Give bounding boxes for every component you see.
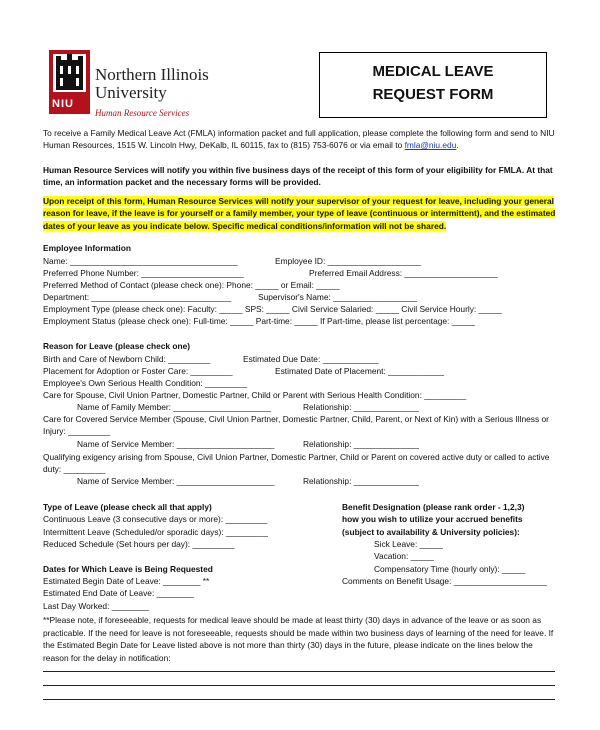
highlighted-notice: Upon receipt of this form, Human Resource Services will notify your supervisor of your request for leave, including your general reason for leave, if the leave is for yourself or a family member, your type of leave (continuous or intermittent), and the estimated dates of your leave as you indicate below. Specific medical conditions/information will not be shared. bbox=[43, 196, 556, 231]
own-condition-field[interactable]: Employee's Own Serious Health Condition: _________ bbox=[43, 378, 248, 388]
end-date-field[interactable]: Estimated End Date of Leave: ________ bbox=[43, 588, 194, 598]
relationship-field-1[interactable]: Relationship: ______________ bbox=[303, 402, 419, 412]
supervisor-field[interactable]: Supervisor's Name: __________________ bbox=[258, 292, 417, 302]
benefit-heading-1: Benefit Designation (please rank order - 1,2,3) bbox=[342, 502, 525, 512]
service-member-name-field[interactable]: Name of Service Member: _____________________ bbox=[77, 439, 275, 449]
employee-info-heading: Employee Information bbox=[43, 243, 131, 253]
placement-date-field[interactable]: Estimated Date of Placement: ____________ bbox=[275, 366, 445, 376]
logo-university-line1: Northern Illinois bbox=[95, 65, 209, 84]
employee-id-field[interactable]: Employee ID: ____________________ bbox=[275, 256, 421, 266]
leave-type-heading: Type of Leave (please check all that apply) bbox=[43, 502, 212, 512]
birth-field[interactable]: Birth and Care of Newborn Child: _________ bbox=[43, 354, 211, 364]
benefit-heading-3: (subject to availability & University policies): bbox=[342, 527, 520, 537]
employment-type-field[interactable]: Employment Type (please check one): Faculty: _____ SPS: _____ Civil Service Salaried: _____ Civil Service Hourly: _____ bbox=[43, 304, 502, 314]
service-member-name-field-2[interactable]: Name of Service Member: _____________________ bbox=[77, 476, 275, 486]
injury-field[interactable]: Injury: _________ bbox=[43, 426, 111, 436]
phone-field[interactable]: Preferred Phone Number: ______________________ bbox=[43, 268, 244, 278]
intro-paragraph bbox=[43, 127, 558, 152]
reduced-schedule-field[interactable]: Reduced Schedule (Set hours per day): _________ bbox=[43, 539, 235, 549]
benefit-comments-field[interactable]: Comments on Benefit Usage: ____________________ bbox=[342, 576, 547, 586]
delay-reason-line-2[interactable] bbox=[43, 685, 555, 686]
benefit-heading-2: how you wish to utilize your accrued benefits bbox=[342, 514, 523, 524]
delay-reason-line-3[interactable] bbox=[43, 699, 555, 700]
reason-heading: Reason for Leave (please check one) bbox=[43, 341, 191, 351]
supervisor-notice bbox=[43, 195, 558, 232]
relationship-field-3[interactable]: Relationship: ______________ bbox=[303, 476, 419, 486]
delay-reason-line-1[interactable] bbox=[43, 671, 555, 672]
active-duty-field[interactable]: duty: _________ bbox=[43, 464, 106, 474]
logo-university-line2: University bbox=[95, 83, 167, 102]
notice-paragraph: Human Resource Services will notify you within five business days of the receipt of this form of your eligibility for FMLA. At that time, an information packet and the necessary forms will be provided. bbox=[43, 165, 553, 188]
logo-badge: NIU bbox=[52, 98, 74, 110]
name-field[interactable]: Name: ____________________________________ bbox=[43, 256, 238, 266]
family-member-name-field[interactable]: Name of Family Member: _____________________ bbox=[77, 402, 272, 412]
fmla-email-link[interactable]: fmla@niu.edu bbox=[404, 140, 457, 151]
intermittent-leave-field[interactable]: Intermittent Leave (Scheduled/or sporadic days): _________ bbox=[43, 527, 268, 537]
form-title-line2: REQUEST FORM bbox=[372, 86, 494, 103]
logo-department: Human Resource Services bbox=[95, 108, 190, 118]
form-title-line1: MEDICAL LEAVE bbox=[372, 63, 494, 80]
contact-method-field[interactable]: Preferred Method of Contact (please check one): Phone: _____ or Email: _____ bbox=[43, 280, 340, 290]
sick-leave-field[interactable]: Sick Leave: _____ bbox=[374, 539, 443, 549]
vacation-field[interactable]: Vacation: _____ bbox=[374, 551, 434, 561]
last-day-worked-field[interactable]: Last Day Worked: ________ bbox=[43, 601, 149, 611]
care-service-member-field: Care for Covered Service Member (Spouse, Civil Union Partner, Domestic Partner, Child, Parent, or Next of Kin) with a Serious Illness or bbox=[43, 414, 549, 424]
department-field[interactable]: Department: ______________________________ bbox=[43, 292, 232, 302]
care-spouse-field[interactable]: Care for Spouse, Civil Union Partner, Domestic Partner, Child or Parent with Serious Health Condition: _________ bbox=[43, 390, 467, 400]
comp-time-field[interactable]: Compensatory Time (hourly only): _____ bbox=[374, 564, 526, 574]
intro-text: To receive a Family Medical Leave Act (FMLA) information packet and full application, please complete the following form and send to NIU Human Resources, 1515 W. Lincoln Hwy, DeKalb, IL 60115, fax to (815) 753-6076 or via email to bbox=[43, 128, 555, 151]
exigency-field: Qualifying exigency arising from Spouse, Civil Union Partner, Domestic Partner, Child or Parent on covered active duty or called to active bbox=[43, 452, 550, 462]
employment-status-field[interactable]: Employment Status (please check one): Full-time: _____ Part-time: _____ If Part-time, please list percentage: _____ bbox=[43, 316, 475, 326]
relationship-field-2[interactable]: Relationship: ______________ bbox=[303, 439, 419, 449]
footnote-paragraph: **Please note, if foreseeable, requests for medical leave should be made at least thirty (30) days in advance of the leave or as soon as practicable. If the need for leave is not foreseeable, requests should be made within two business days of learning of the need for leave. If the Estimated Begin Date for Leave listed above is not more than thirty (30) days in the future, please indicate on the lines below the reason for the delay in notification: bbox=[43, 615, 554, 663]
begin-date-field[interactable]: Estimated Begin Date of Leave: ________ ** bbox=[43, 576, 210, 586]
intro-end: . bbox=[456, 140, 459, 151]
continuous-leave-field[interactable]: Continuous Leave (3 consecutive days or more): _________ bbox=[43, 514, 268, 524]
dates-heading: Dates for Which Leave is Being Requested bbox=[43, 564, 213, 574]
email-field[interactable]: Preferred Email Address: ____________________ bbox=[309, 268, 498, 278]
form-title bbox=[319, 52, 547, 118]
placement-field[interactable]: Placement for Adoption or Foster Care: _________ bbox=[43, 366, 233, 376]
due-date-field[interactable]: Estimated Due Date: ____________ bbox=[243, 354, 379, 364]
